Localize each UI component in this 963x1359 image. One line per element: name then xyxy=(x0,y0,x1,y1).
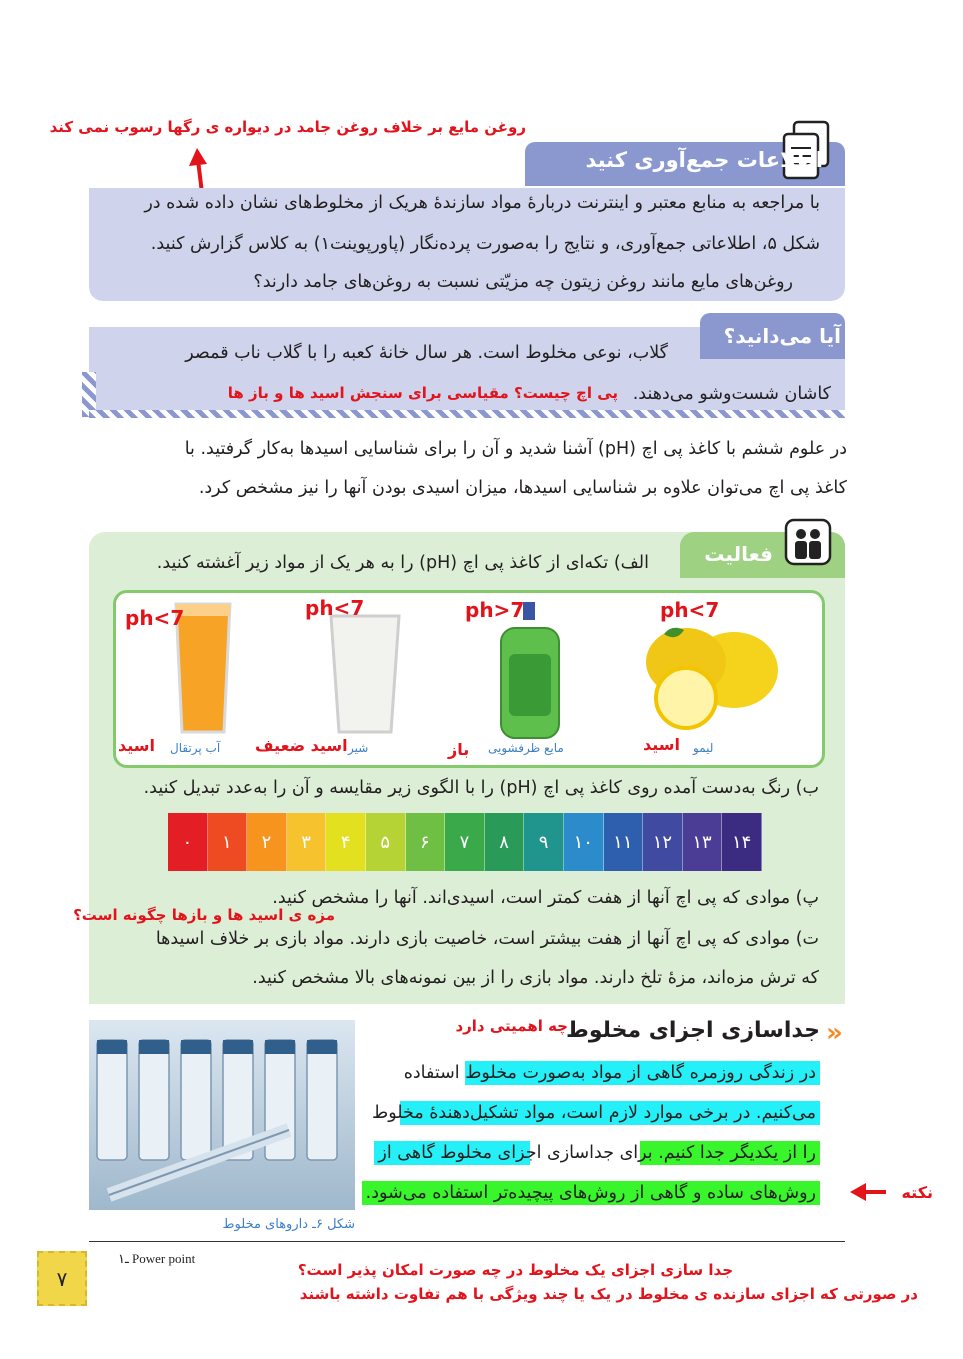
footnote: ۱ـ Power point xyxy=(118,1251,196,1266)
activity-part-p: پ) موادی که پی اچ آنها از هفت کمتر است، اسیدی‌اند. آنها را مشخص کنید. xyxy=(272,888,819,908)
milk-ph-note: ph<7 xyxy=(305,596,365,620)
orange-juice-class-note: اسید xyxy=(118,736,155,755)
info-line-3: روغن‌های مایع مانند روغن زیتون چه مزیّتی نسبت به روغن‌های جامد دارند؟ xyxy=(253,272,793,292)
separation-title: جداسازی اجزای مخلوط xyxy=(565,1018,820,1043)
intro-line-1: در علوم ششم با کاغذ پی اچ (pH) آشنا شدید و آن را برای شناسایی اسیدها به‌کار گرفتید. با xyxy=(184,439,847,459)
ph-scale-cell-9: ۹ xyxy=(524,813,564,871)
activity-title: فعالیت xyxy=(704,542,773,566)
did-you-know-title: آیا می‌دانید؟ xyxy=(723,324,841,348)
dish-soap-ph-note: ph>7 xyxy=(465,598,525,622)
ph-scale-cell-7: ۷ xyxy=(445,813,485,871)
milk-label: شیر xyxy=(348,741,369,755)
ph-scale-cell-12: ۱۲ xyxy=(643,813,683,871)
ph-scale xyxy=(168,813,762,871)
lemons xyxy=(624,620,784,734)
ph-scale-cell-1: ۱ xyxy=(208,813,248,871)
annotation-taste-question: مزه ی اسید ها و بازها چگونه است؟ xyxy=(73,906,335,924)
lemon-label: لیمو xyxy=(693,741,714,755)
note-arrow-icon xyxy=(850,1182,888,1202)
lemon-class-note: اسید xyxy=(643,735,680,754)
dyk-line-1: گلاب، نوعی مخلوط است. هر سال خانهٔ کعبه را با گلاب ناب قمصر xyxy=(185,343,668,363)
annotation-ph-question: پی اچ چیست؟ مقیاسی برای سنجش اسید ها و باز ها xyxy=(227,384,618,402)
annotation-note-label: نکته xyxy=(901,1183,933,1202)
dish-soap-label: مایع ظرفشویی xyxy=(488,741,564,755)
info-line-2: شکل ۵، اطلاعاتی جمع‌آوری، و نتایج را به‌صورت پرده‌نگار (پاورپوینت۱) به کلاس گزارش کنید. xyxy=(150,234,820,254)
ph-scale-cell-0: ۰ xyxy=(168,813,208,871)
figure-caption: شکل ۶ـ داروهای مخلوط xyxy=(222,1217,355,1232)
medicine-vials-image xyxy=(89,1020,355,1210)
ph-scale-cell-5: ۵ xyxy=(366,813,406,871)
annotation-top-note: روغن مایع بر خلاف روغن جامد در دیواره ی رگها رسوب نمی کند xyxy=(49,118,526,136)
separation-line-2: می‌کنیم. در برخی موارد لازم است، مواد تشکیل‌دهندهٔ مخلوط xyxy=(368,1101,820,1125)
ph-scale-cell-11: ۱۱ xyxy=(604,813,644,871)
ph-scale-cell-13: ۱۳ xyxy=(683,813,723,871)
separation-line-1: در زندگی روزمره گاهی از مواد به‌صورت مخلوط استفاده xyxy=(400,1061,820,1085)
orange-juice-label: آب پرتقال xyxy=(170,741,221,755)
footer-divider xyxy=(89,1241,845,1242)
orange-juice-ph-note: ph<7 xyxy=(125,606,185,630)
info-box-title: اطلاعات جمع‌آوری کنید xyxy=(585,148,823,172)
section-chevron-icon: » xyxy=(826,1018,843,1048)
ph-scale-cell-10: ۱۰ xyxy=(564,813,604,871)
annotation-separation-question: جدا سازی اجزای یک مخلوط در چه صورت امکان پذیر است؟ xyxy=(297,1261,733,1279)
activity-part-t-2: که ترش مزه‌اند، مزهٔ تلخ دارند. مواد بازی را از بین نمونه‌های بالا مشخص کنید. xyxy=(252,968,819,988)
ph-scale-cell-2: ۲ xyxy=(247,813,287,871)
annotation-separation-answer: در صورتی که اجزای سازنده ی مخلوط در یک یا چند ویژگی با هم تفاوت داشته باشند xyxy=(299,1285,918,1303)
annotation-importance: چه اهمیتی دارد xyxy=(455,1017,568,1035)
ph-scale-cell-6: ۶ xyxy=(406,813,446,871)
ph-scale-cell-3: ۳ xyxy=(287,813,327,871)
ph-scale-cell-8: ۸ xyxy=(485,813,525,871)
ph-scale-cell-4: ۴ xyxy=(326,813,366,871)
activity-part-a: الف) تکه‌ای از کاغذ پی اچ (pH) را به هر یک از مواد زیر آغشته کنید. xyxy=(156,553,649,573)
intro-line-2: کاغذ پی اچ می‌توان علاوه بر شناسایی اسیدها، میزان اسیدی بودن آنها را نیز مشخص کرد. xyxy=(198,478,847,498)
ph-scale-cell-14: ۱۴ xyxy=(722,813,762,871)
people-icon xyxy=(784,518,832,570)
dyk-stripe-bottom xyxy=(89,410,845,418)
lemon-ph-note: ph<7 xyxy=(660,598,720,622)
dish-soap-bottle xyxy=(495,602,565,744)
separation-line-3: را از یکدیگر جدا کنیم. برای جداسازی اجزای مخلوط گاهی از xyxy=(374,1141,820,1165)
dyk-line-2: کاشان شست‌وشو می‌دهند. xyxy=(632,384,831,404)
info-line-1: با مراجعه به منابع معتبر و اینترنت دربارهٔ مواد سازندهٔ هریک از مخلوط‌های نشان داده شده در xyxy=(144,193,820,213)
page-number: ۷ xyxy=(37,1251,87,1306)
dish-soap-class-note: باز xyxy=(448,740,470,759)
activity-part-t-1: ت) موادی که پی اچ آنها از هفت بیشتر است، خاصیت بازی دارند. مواد بازی بر خلاف اسیدها xyxy=(155,929,819,949)
separation-line-4: روش‌های ساده و گاهی از روش‌های پیچیده‌تر استفاده می‌شود. xyxy=(362,1181,820,1205)
milk-class-note: اسید ضعیف xyxy=(255,736,348,755)
milk-glass xyxy=(325,612,405,741)
activity-part-b: ب) رنگ به‌دست آمده روی کاغذ پی اچ (pH) را با الگوی زیر مقایسه و آن را به‌عدد تبدیل کنید. xyxy=(143,778,819,798)
